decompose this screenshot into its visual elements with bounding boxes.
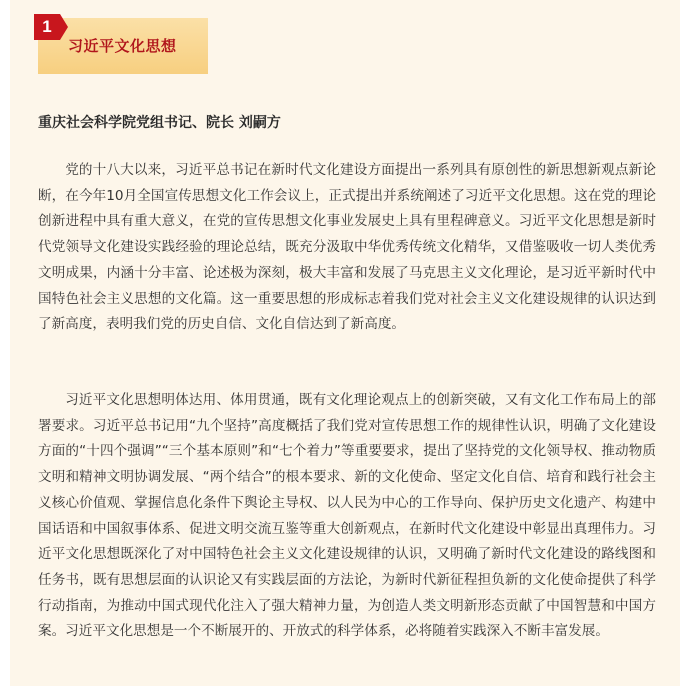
article-paragraph-1: 党的十八大以来，习近平总书记在新时代文化建设方面提出一系列具有原创性的新思想新观点新论断，在今年10月全国宣传思想文化工作会议上，正式提出并系统阐述了习近平文化思想。这在党的理论创新进程中具有重大意义，在党的宣传思想文化事业发展史上具有里程碑意义。习近平文化思想是新时代党领导文化建设实践经验的理论总结，既充分汲取中华优秀传统文化精华，又借鉴吸收一切人类优秀文明成果，内涵十分丰富、论述极为深刻，极大丰富和发展了马克思主义文化理论，是习近平新时代中国特色社会主义思想的文化篇。这一重要思想的形成标志着我们党对社会主义文化建设规律的认识达到了新高度，表明我们党的历史自信、文化自信达到了新高度。 [38,162,656,333]
section-title: 习近平文化思想 [68,37,177,55]
section-header [38,18,208,74]
author-byline: 重庆社会科学院党组书记、院长 刘嗣方 [38,115,281,131]
article-page [10,0,680,686]
section-number-badge: 1 [34,14,60,40]
article-paragraph-2: 习近平文化思想明体达用、体用贯通，既有文化理论观点上的创新突破，又有文化工作布局上的部署要求。习近平总书记用“九个坚持”高度概括了我们党对宣传思想工作的规律性认识，明确了文化建设方面的“十四个强调”“三个基本原则”和“七个着力”等重要要求，提出了坚持党的文化领导权、推动物质文明和精神文明协调发展、“两个结合”的根本要求、新的文化使命、坚定文化自信、培育和践行社会主义核心价值观、掌握信息化条件下舆论主导权、以人民为中心的工作导向、保护历史文化遗产、构建中国话语和中国叙事体系、促进文明交流互鉴等重大创新观点，在新时代文化建设中彰显出真理伟力。习近平文化思想既深化了对中国特色社会主义文化建设规律的认识，又明确了新时代文化建设的路线图和任务书，既有思想层面的认识论又有实践层面的方法论，为新时代新征程担负新的文化使命提供了科学行动指南，为推动中国式现代化注入了强大精神力量，为创造人类文明新形态贡献了中国智慧和中国方案。习近平文化思想是一个不断展开的、开放式的科学体系，必将随着实践深入不断丰富发展。 [38,392,656,640]
